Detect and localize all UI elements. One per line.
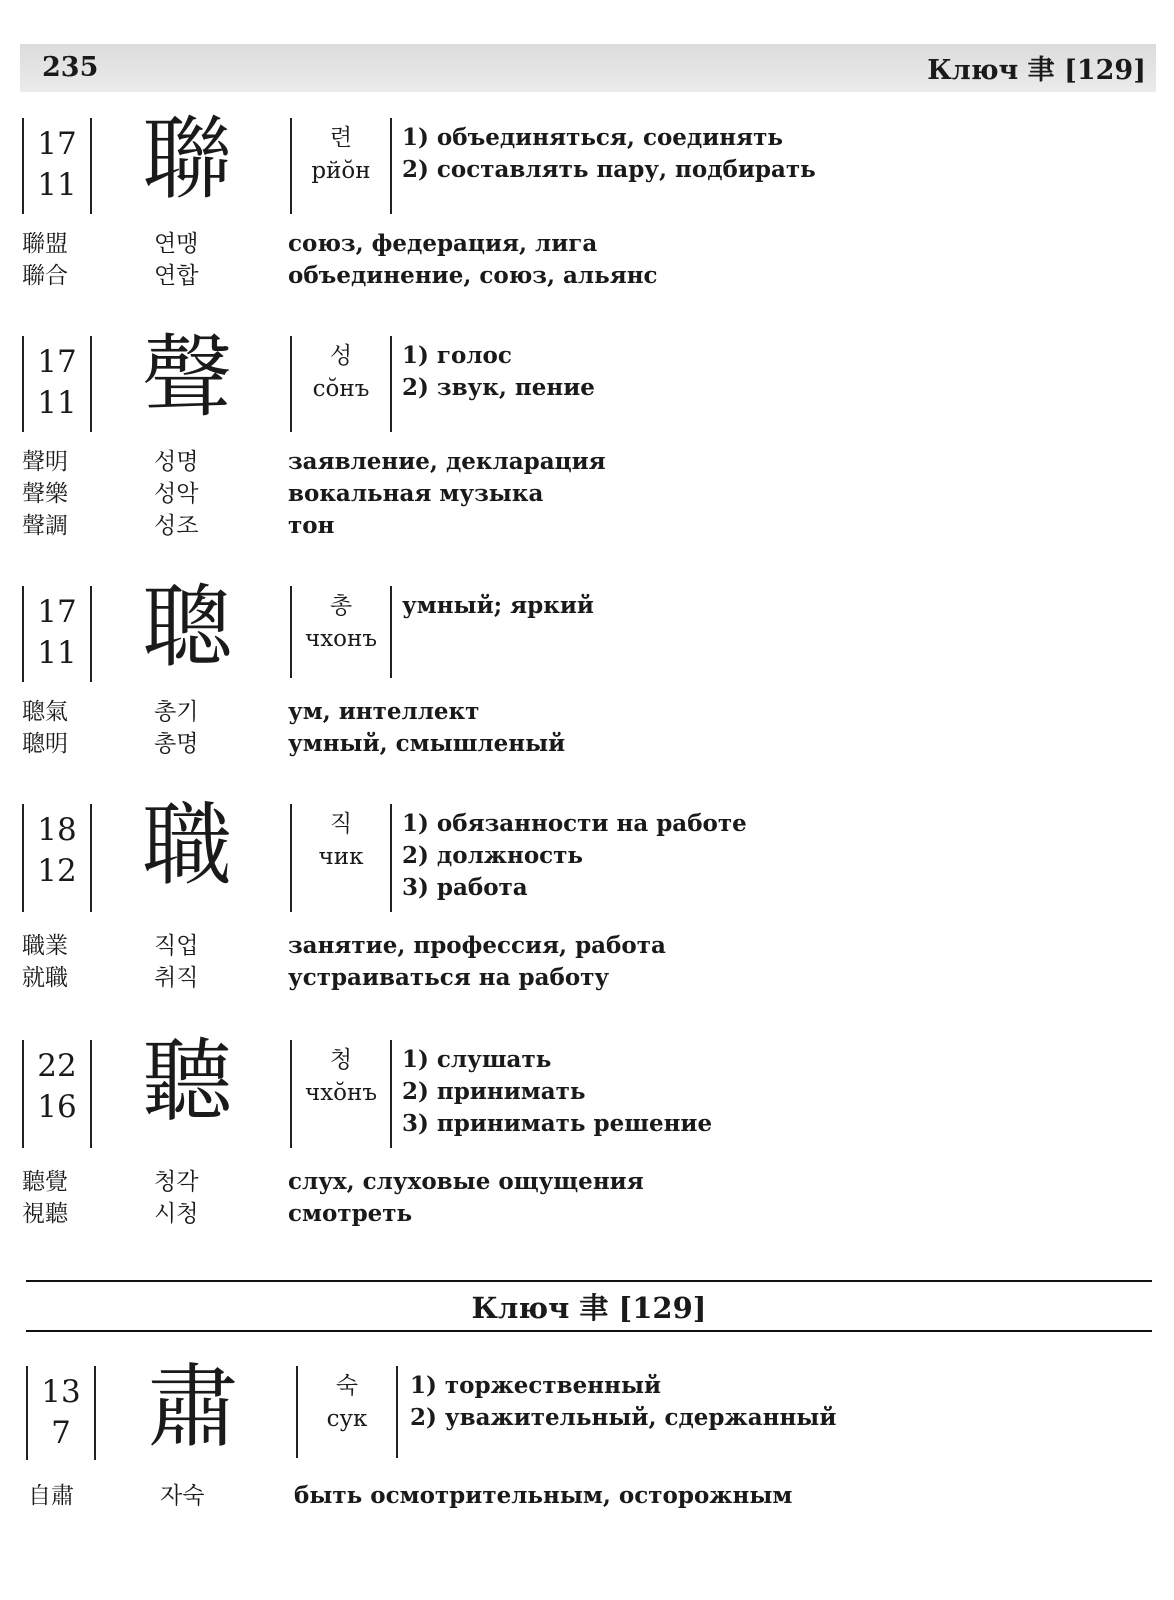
compound-list: [0, 1166, 1174, 1230]
transcription: чхонъ: [305, 626, 377, 652]
reading-box: [296, 1366, 398, 1458]
stroke-total: 17: [37, 344, 77, 380]
compound-hangul: 시청: [154, 1201, 199, 1227]
transcription: чхŏнъ: [305, 1080, 377, 1106]
hanja-character: 聯: [142, 107, 232, 212]
stroke-count-box: [26, 1366, 96, 1460]
stroke-total: 17: [37, 594, 77, 630]
compound-meaning: смотреть: [288, 1200, 413, 1227]
stroke-extra: 11: [37, 635, 77, 671]
meaning: 1) слушать: [402, 1046, 552, 1073]
compound-row: [0, 446, 1174, 478]
compound-hanja: 聲樂: [22, 481, 68, 507]
hangul-reading: 총: [329, 593, 353, 619]
compound-list: [0, 446, 1174, 542]
compound-meaning: объединение, союз, альянс: [288, 262, 658, 289]
compound-meaning: устраиваться на работу: [288, 964, 610, 991]
compound-hangul: 성악: [154, 481, 199, 507]
compound-row: [0, 1480, 1174, 1512]
meaning: 2) должность: [402, 842, 584, 869]
compound-hanja: 自肅: [28, 1483, 74, 1509]
compound-row: [0, 962, 1174, 994]
compound-hangul: 성조: [154, 513, 199, 539]
compound-hanja: 聲調: [22, 513, 68, 539]
reading-box: [290, 118, 392, 214]
reading-box: [290, 336, 392, 432]
meaning: 3) работа: [402, 874, 528, 901]
compound-list: [0, 696, 1174, 760]
compound-hanja: 職業: [22, 933, 68, 959]
compound-hangul: 총명: [154, 731, 199, 757]
compound-row: [0, 228, 1174, 260]
section-heading: Ключ 聿 [129]: [471, 1291, 707, 1325]
meaning: 1) торжественный: [410, 1372, 662, 1399]
stroke-count-box: [22, 804, 92, 912]
compound-row: [0, 930, 1174, 962]
compound-hanja: 視聽: [22, 1201, 68, 1227]
compound-meaning: вокальная музыка: [288, 480, 544, 507]
meaning: 1) голос: [402, 342, 512, 369]
meaning: 2) составлять пару, подбирать: [402, 156, 816, 183]
hanja-character: 聲: [142, 325, 232, 430]
meaning: умный; яркий: [402, 592, 594, 619]
compound-hanja: 聽覺: [22, 1169, 68, 1195]
stroke-extra: 11: [37, 167, 77, 203]
hangul-reading: 숙: [335, 1373, 359, 1399]
stroke-extra: 7: [51, 1415, 71, 1451]
compound-list: [0, 1480, 1174, 1512]
hangul-reading: 성: [329, 343, 353, 369]
compound-row: [0, 260, 1174, 292]
compound-hangul: 직업: [154, 933, 199, 959]
section-rule-bottom: [26, 1330, 1152, 1332]
meaning: 2) принимать: [402, 1078, 586, 1105]
stroke-total: 18: [37, 812, 77, 848]
compound-hanja: 聯合: [22, 263, 68, 289]
meaning: 3) принимать решение: [402, 1110, 713, 1137]
compound-meaning: ум, интеллект: [288, 698, 480, 725]
meaning: 1) обязанности на работе: [402, 810, 747, 837]
compound-row: [0, 510, 1174, 542]
meaning: 1) объединяться, соединять: [402, 124, 783, 151]
hanja-character: 肅: [148, 1355, 238, 1460]
transcription: рйŏн: [311, 158, 371, 184]
meaning-list: [402, 122, 816, 186]
hangul-reading: 직: [329, 811, 353, 837]
compound-meaning: слух, слуховые ощущения: [288, 1168, 644, 1195]
meaning-list: [402, 340, 595, 404]
transcription: чик: [318, 844, 364, 870]
compound-meaning: умный, смышленый: [288, 730, 566, 757]
transcription: сук: [326, 1406, 368, 1432]
compound-meaning: быть осмотрительным, осторожным: [294, 1482, 793, 1509]
stroke-count-box: [22, 336, 92, 432]
compound-hanja: 聯盟: [22, 231, 68, 257]
compound-row: [0, 696, 1174, 728]
stroke-extra: 16: [37, 1089, 77, 1125]
meaning-list: [402, 1044, 712, 1140]
compound-row: [0, 1166, 1174, 1198]
compound-row: [0, 478, 1174, 510]
stroke-total: 13: [41, 1374, 81, 1410]
reading-box: [290, 1040, 392, 1148]
compound-hanja: 聰明: [22, 731, 68, 757]
hanja-character: 職: [142, 793, 232, 898]
compound-list: [0, 930, 1174, 994]
meaning-list: [410, 1370, 836, 1434]
compound-hangul: 연합: [154, 263, 199, 289]
stroke-total: 22: [37, 1048, 77, 1084]
hangul-reading: 련: [329, 125, 353, 151]
compound-meaning: занятие, профессия, работа: [288, 932, 666, 959]
stroke-count-box: [22, 586, 92, 682]
meaning: 2) уважительный, сдержанный: [410, 1404, 837, 1431]
compound-list: [0, 228, 1174, 292]
compound-row: [0, 728, 1174, 760]
compound-hangul: 총기: [154, 699, 199, 725]
compound-hangul: 청각: [154, 1169, 199, 1195]
compound-hanja: 聲明: [22, 449, 68, 475]
compound-hangul: 연맹: [154, 231, 199, 257]
transcription: сŏнъ: [312, 376, 370, 402]
compound-hangul: 취직: [154, 965, 199, 991]
compound-meaning: заявление, декларация: [288, 448, 606, 475]
compound-hanja: 聰氣: [22, 699, 68, 725]
compound-meaning: союз, федерация, лига: [288, 230, 598, 257]
hanja-character: 聽: [142, 1029, 232, 1134]
stroke-total: 17: [37, 126, 77, 162]
stroke-count-box: [22, 118, 92, 214]
meaning: 2) звук, пение: [402, 374, 595, 401]
reading-box: [290, 586, 392, 678]
compound-meaning: тон: [288, 512, 335, 539]
compound-hangul: 성명: [154, 449, 199, 475]
header-radical-key: Ключ 聿 [129]: [927, 55, 1146, 86]
meaning-list: [402, 808, 747, 904]
meaning-list: [402, 590, 594, 622]
hangul-reading: 청: [329, 1047, 353, 1073]
page-number: 235: [42, 52, 99, 83]
stroke-extra: 11: [37, 385, 77, 421]
compound-hanja: 就職: [22, 965, 68, 991]
section-rule-top: [26, 1280, 1152, 1282]
compound-hangul: 자숙: [160, 1483, 205, 1509]
reading-box: [290, 804, 392, 912]
hanja-character: 聰: [142, 575, 232, 680]
stroke-count-box: [22, 1040, 92, 1148]
stroke-extra: 12: [37, 853, 77, 889]
compound-row: [0, 1198, 1174, 1230]
